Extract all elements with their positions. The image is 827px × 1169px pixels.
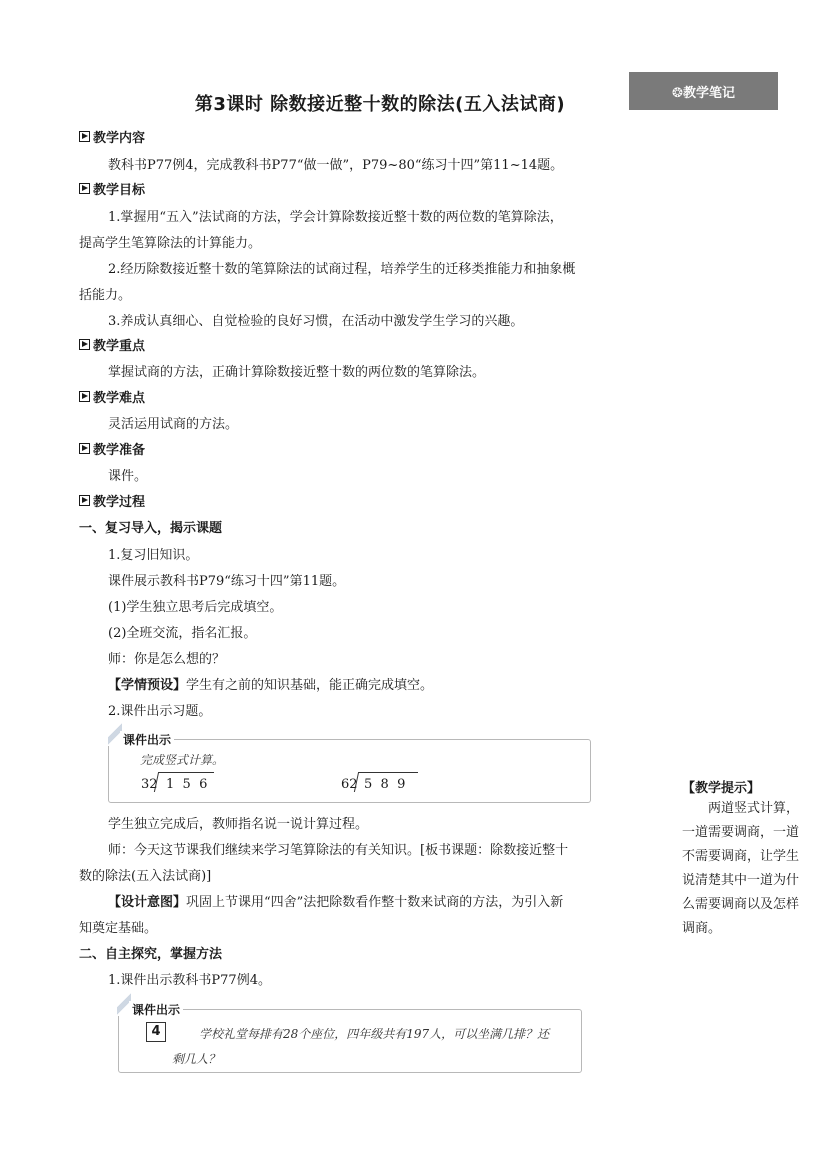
play-icon xyxy=(79,183,90,194)
division-divisor: 32 xyxy=(141,777,158,792)
teaching-notes-tab: ❂教学笔记 xyxy=(629,72,778,110)
difficulty-text: 灵活运用试商的方法。 xyxy=(108,417,239,432)
division-dividend: 5 8 9 xyxy=(364,777,406,792)
part1-line: (2)全班交流，指名汇报。 xyxy=(108,626,257,641)
part1-line: 知奠定基础。 xyxy=(79,921,158,936)
play-icon xyxy=(79,391,90,402)
part1-line: 师：今天这节课我们继续来学习笔算除法的有关知识。[板书课题：除数接近整十 xyxy=(108,843,569,858)
part1-line: 1.复习旧知识。 xyxy=(108,548,199,563)
play-icon xyxy=(79,339,90,350)
play-icon xyxy=(79,443,90,454)
example-number-badge: 4 xyxy=(146,1022,166,1042)
section-difficulty-heading: 教学难点 xyxy=(79,387,145,406)
prep-text: 课件。 xyxy=(108,469,148,484)
division-bar xyxy=(158,772,214,773)
goal-2b: 括能力。 xyxy=(79,288,132,303)
key-text: 掌握试商的方法，正确计算除数接近整十数的两位数的笔算除法。 xyxy=(108,365,486,380)
section-prep-heading: 教学准备 xyxy=(79,439,145,458)
section-process-heading: 教学过程 xyxy=(79,491,145,510)
example-text: 剩几人？ xyxy=(172,1052,221,1066)
part1-heading: 一、复习导入，揭示课题 xyxy=(79,521,223,536)
content-text: 教科书P77例4，完成教科书P77“做一做”，P79~80“练习十四”第11~14题。 xyxy=(108,158,564,173)
section-goals-heading: 教学目标 xyxy=(79,179,145,198)
division-divisor: 62 xyxy=(341,777,358,792)
design-intent-tag: 【设计意图】 xyxy=(108,895,187,910)
part2-line: 1.课件出示教科书P77例4。 xyxy=(108,973,271,988)
teaching-tip-title: 【教学提示】 xyxy=(682,781,761,796)
goal-1b: 提高学生笔算除法的计算能力。 xyxy=(79,236,262,251)
teaching-tip-body: 两道竖式计算，一道需要调商，一道不需要调商，让学生说清楚其中一道为什么需要调商以及怎样调商。 xyxy=(682,801,800,936)
part1-line: 2.课件出示习题。 xyxy=(108,704,212,719)
goal-1a: 1.掌握用“五入”法试商的方法，学会计算除数接近整十数的两位数的笔算除法， xyxy=(108,210,563,225)
goal-2a: 2.经历除数接近整十数的笔算除法的试商过程，培养学生的迁移类推能力和抽象概 xyxy=(108,262,576,277)
division-bar xyxy=(358,772,418,773)
courseware-tag: 课件出示 xyxy=(129,1001,183,1018)
section-content-heading: 教学内容 xyxy=(79,127,145,146)
part1-line: 数的除法(五入法试商)] xyxy=(79,869,212,884)
play-icon xyxy=(79,131,90,142)
example-text: 学校礼堂每排有28个座位，四年级共有197人，可以坐满几排？还 xyxy=(199,1027,550,1041)
box1-instruction: 完成竖式计算。 xyxy=(140,753,225,767)
page-title: 第3课时 除数接近整十数的除法(五入法试商) xyxy=(194,94,566,115)
division-dividend: 1 5 6 xyxy=(166,777,208,792)
part1-line: 师：你是怎么想的？ xyxy=(108,652,226,667)
student-preview-tag: 【学情预设】 xyxy=(108,678,187,693)
part1-line: 课件展示教科书P79“练习十四”第11题。 xyxy=(108,574,346,589)
part2-heading: 二、自主探究，掌握方法 xyxy=(79,947,223,962)
part1-line: 【学情预设】学生有之前的知识基础，能正确完成填空。 xyxy=(108,678,434,693)
section-key-heading: 教学重点 xyxy=(79,335,145,354)
courseware-box-1 xyxy=(108,739,591,803)
goal-3: 3.养成认真细心、自觉检验的良好习惯，在活动中激发学生学习的兴趣。 xyxy=(108,314,524,329)
play-icon xyxy=(79,495,90,506)
part1-line: 【设计意图】巩固上节课用“四舍”法把除数看作整十数来试商的方法，为引入新 xyxy=(108,895,564,910)
courseware-tag: 课件出示 xyxy=(120,731,174,748)
part1-line: 学生独立完成后，教师指名说一说计算过程。 xyxy=(108,817,369,832)
part1-line: (1)学生独立思考后完成填空。 xyxy=(108,600,283,615)
